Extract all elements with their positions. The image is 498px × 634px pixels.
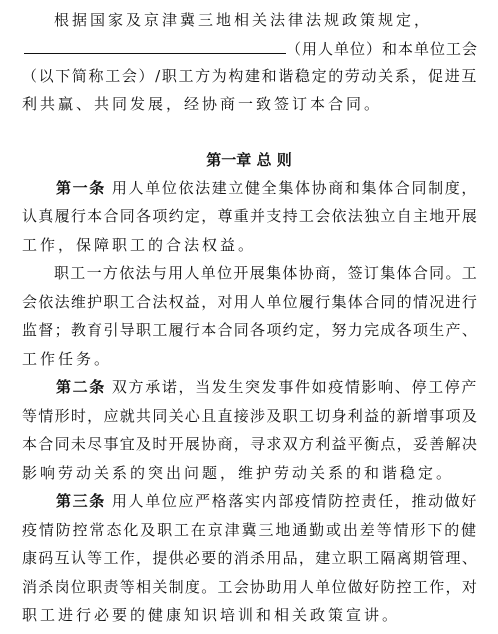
para2-line-2: 会依法维护职工合法权益，对用人单位履行集体合同的情况进行	[22, 293, 479, 311]
employer-name-blank[interactable]	[24, 38, 286, 54]
article3-line-5: 职工进行必要的健康知识培训和相关政策宣讲。	[22, 606, 401, 624]
intro-line-1: 根据国家及京津冀三地相关法律法规政策规定，	[54, 11, 433, 29]
para2-line-3: 监督；教育引导职工履行本合同各项约定，努力完成各项生产、	[22, 321, 479, 339]
article1-line-1-text: 用人单位依法建立健全集体协商和集体合同制度，	[111, 179, 479, 197]
article3-line-1-text: 用人单位应严格落实内部疫情防控责任，推动做好	[111, 492, 479, 510]
article2-line-4: 影响劳动关系的突出问题，维护劳动关系的和谐稳定。	[22, 464, 455, 482]
article3-line-4: 消杀岗位职责等相关制度。工会协助用人单位做好防控工作，对	[22, 578, 479, 596]
para2-line-4: 工作任务。	[22, 350, 113, 368]
article1-line-2: 认真履行本合同各项约定，尊重并支持工会依法独立自主地开展	[22, 207, 479, 225]
para2-line-1: 职工一方依法与用人单位开展集体协商，签订集体合同。工	[54, 264, 479, 282]
article1-line-1	[0, 178, 498, 198]
article3-label: 第三条	[56, 492, 106, 510]
article2-line-3: 本合同未尽事宜及时开展协商，寻求双方利益平衡点，妥善解决	[22, 435, 479, 453]
article1-label: 第一条	[56, 179, 106, 197]
article2-line-2: 等情形时，应就共同关心且直接涉及职工切身利益的新增事项及	[22, 407, 479, 425]
article1-line-3: 工作，保障职工的合法权益。	[22, 236, 257, 254]
intro-line-4: 利共赢、共同发展，经协商一致签订本合同。	[22, 95, 383, 113]
article2-line-1-text: 双方承诺，当发生突发事件如疫情影响、停工停产	[111, 378, 479, 396]
intro-line-3: （以下简称工会）/职工方为构建和谐稳定的劳动关系，促进互	[22, 67, 478, 85]
article3-line-3: 康码互认等工作，提供必要的消杀用品，建立职工隔离期管理、	[22, 549, 479, 567]
intro-line-2	[0, 38, 498, 59]
article2-line-1	[0, 377, 498, 397]
article2-label: 第二条	[56, 378, 106, 396]
intro-line-2-text: （用人单位）和本单位工会	[286, 40, 479, 58]
article3-line-2: 疫情防控常态化及职工在京津冀三地通勤或出差等情形下的健	[22, 521, 479, 539]
article3-line-1	[0, 491, 498, 511]
chapter-heading: 第一章 总 则	[206, 151, 292, 169]
